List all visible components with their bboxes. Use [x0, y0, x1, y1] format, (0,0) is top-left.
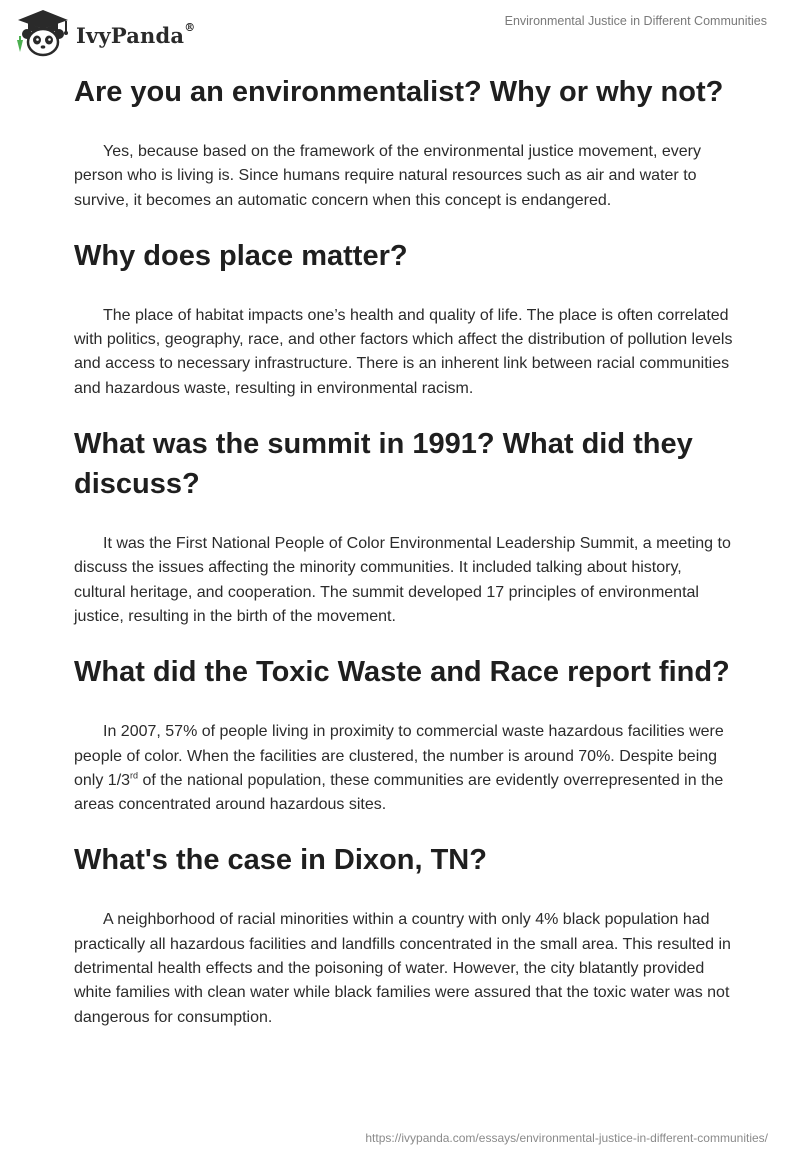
section-heading: What did the Toxic Waste and Race report find?	[74, 656, 730, 689]
section-paragraph: Yes, because based on the framework of the environmental justice movement, every person who is living is. Since humans require natural resources such as air and water to survive, it becomes an automatic concern when this concept is endangered.	[74, 143, 701, 209]
section-paragraph	[74, 720, 734, 817]
section-heading: What was the summit in 1991? What did they discuss?	[74, 428, 693, 501]
paragraph-text-before: In 2007, 57% of people living in proximity to commercial waste hazardous facilities were people of color. When the facilities are clustered, the number is around 70%. Despite being only 1/3	[74, 723, 724, 789]
section-paragraph: It was the First National People of Color Environmental Leadership Summit, a meeting to discuss the issues affecting the minority communities. It included talking about history, cultural heritage, and cooperation. The summit developed 17 principles of environmental justice, resulting in the birth of the movement.	[74, 535, 731, 625]
section-heading: Are you an environmentalist? Why or why not?	[74, 76, 724, 108]
paragraph-text-after: of the national population, these communities are evidently overrepresented in the areas concentrated around hazardous sites.	[74, 771, 724, 814]
ordinal-suffix: rd	[130, 770, 139, 781]
section-paragraph: The place of habitat impacts one’s health and quality of life. The place is often correlated with politics, geography, race, and other factors which affect the distribution of pollution levels and access to necessary infrastructure. There is an inherent link between racial communities and hazardous waste, resulting in environmental racism.	[74, 306, 733, 397]
section-place-matters	[74, 236, 734, 401]
essay-content	[74, 72, 734, 1053]
section-heading: What's the case in Dixon, TN?	[74, 844, 487, 877]
section-heading: Why does place matter?	[74, 239, 408, 272]
section-dixon-case	[74, 840, 734, 1029]
registered-mark: ®	[184, 20, 196, 34]
page-header	[0, 0, 800, 70]
brand-name: IvyPanda®	[76, 20, 196, 48]
document-title: Environmental Justice in Different Communities	[504, 14, 767, 28]
panda-graduation-cap-icon	[14, 8, 72, 58]
ivypanda-logo[interactable]	[14, 8, 195, 58]
section-environmentalist	[74, 72, 734, 213]
source-url[interactable]: https://ivypanda.com/essays/environmental-justice-in-different-communities/	[365, 1131, 768, 1145]
section-summit-1991	[74, 424, 734, 629]
section-paragraph: A neighborhood of racial minorities within a country with only 4% black population had practically all hazardous facilities and landfills concentrated in the small area. This resulted in detrimental health effects and the poisoning of water. However, the city blatantly provided white families with clean water while black families were assured that the toxic water was not dangerous for consumption.	[74, 911, 731, 1026]
section-toxic-waste-report	[74, 652, 734, 817]
